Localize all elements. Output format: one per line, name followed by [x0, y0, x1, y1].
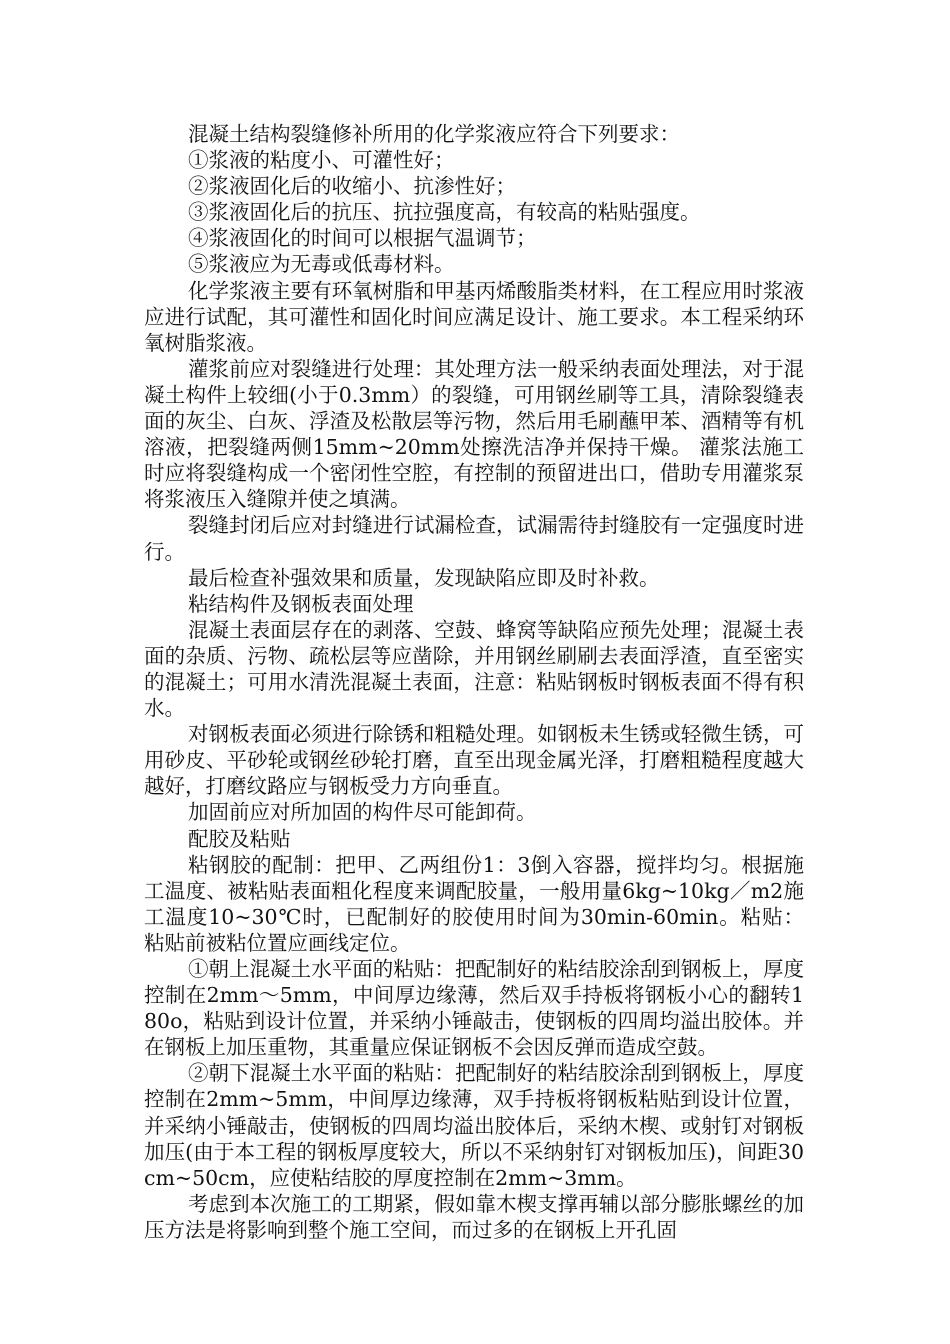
paragraph-concrete-surface: 混凝土表面层存在的剥落、空鼓、蜂窝等缺陷应预先处理；混凝土表面的杂质、污物、疏松层等应凿除，并用钢丝刷刷去表面浮渣，直至密实的混凝土；可用水清洗混凝土表面，注意：粘贴钢板时钢板表面不得有积水。 — [144, 617, 804, 721]
paragraph-final-inspection: 最后检查补强效果和质量，发现缺陷应即及时补救。 — [188, 565, 660, 590]
list-item-curing-time: ④浆液固化的时间可以根据气温调节； — [188, 226, 537, 251]
paragraph-chemical-grout: 化学浆液主要有环氧树脂和甲基丙烯酸脂类材料，在工程应用时浆液应进行试配，其可灌性和固化时间应满足设计、施工要求。本工程采纳环氧树脂浆液。 — [144, 278, 804, 355]
paragraph-downward-bonding: ②朝下混凝土水平面的粘贴：把配制好的粘结胶涂刮到钢板上，厚度控制在2mm~5mm，中间厚边缘薄，双手持板将钢板粘贴到设计位置，并采纳小锤敲击，使钢板的四周均溢出胶体后，采纳木楔、或射钉对钢板加压(由于本工程的钢板厚度较大，所以不采纳射钉对钢板加压)，间距30cm~50cm，应使粘结胶的厚度控制在2mm~3mm。 — [144, 1061, 804, 1190]
list-item-viscosity: ①浆液的粘度小、可灌性好； — [188, 148, 455, 173]
paragraph-schedule-consideration: 考虑到本次施工的工期紧，假如靠木楔支撑再辅以部分膨胀螺丝的加压方法是将影响到整个施工空间，而过多的在钢板上开孔固 — [144, 1191, 804, 1242]
paragraph-grout-requirements-intro: 混凝土结构裂缝修补所用的化学浆液应符合下列要求： — [188, 122, 680, 146]
section-heading-surface-treatment: 粘结构件及钢板表面处理 — [188, 591, 414, 616]
list-item-toxicity: ⑤浆液应为无毒或低毒材料。 — [188, 252, 455, 277]
paragraph-crack-treatment: 灌浆前应对裂缝进行处理：其处理方法一般采纳表面处理法，对于混凝土构件上较细(小于0.3mm）的裂缝，可用钢丝刷等工具，清除裂缝表面的灰尘、白灰、浮渣及松散层等污物，然后用毛刷蘸甲苯、酒精等有机溶液，把裂缝两侧15mm~20mm处擦洗洁净并保持干燥。 灌浆法施工时应将裂缝构成一个密闭性空腔，有控制的预留进出口，借助专用灌浆泵将浆液压入缝隙并使之填满。 — [144, 356, 804, 512]
paragraph-upward-bonding: ①朝上混凝土水平面的粘贴：把配制好的粘结胶涂刮到钢板上，厚度控制在2mm～5mm，中间厚边缘薄，然后双手持板将钢板小心的翻转180o，粘贴到设计位置，并采纳小锤敲击，使钢板的四周均溢出胶体。并在钢板上加压重物，其重量应保证钢板不会因反弹而造成空鼓。 — [144, 957, 804, 1060]
list-item-shrinkage: ②浆液固化后的收缩小、抗渗性好； — [188, 174, 516, 199]
paragraph-glue-preparation: 粘钢胶的配制：把甲、乙两组份1：3倒入容器，搅拌均匀。根据施工温度、被粘贴表面粗化程度来调配胶量，一般用量6kg~10kg／m2施工温度10~30℃时，已配制好的胶使用时间为30min-60min。粘贴：粘贴前被粘位置应画线定位。 — [144, 852, 804, 955]
list-item-strength: ③浆液固化后的抗压、抗拉强度高，有较高的粘贴强度。 — [188, 200, 701, 225]
paragraph-leak-test: 裂缝封闭后应对封缝进行试漏检查，试漏需待封缝胶有一定强度时进行。 — [144, 513, 804, 564]
paragraph-steel-surface: 对钢板表面必须进行除锈和粗糙处理。如钢板未生锈或轻微生锈，可用砂皮、平砂轮或钢丝砂轮打磨，直至出现金属光泽，打磨粗糙程度越大越好，打磨纹路应与钢板受力方向垂直。 — [144, 722, 804, 799]
section-heading-glue-bonding: 配胶及粘贴 — [188, 826, 291, 851]
document-body — [144, 121, 804, 1243]
paragraph-unloading: 加固前应对所加固的构件尽可能卸荷。 — [188, 800, 537, 825]
